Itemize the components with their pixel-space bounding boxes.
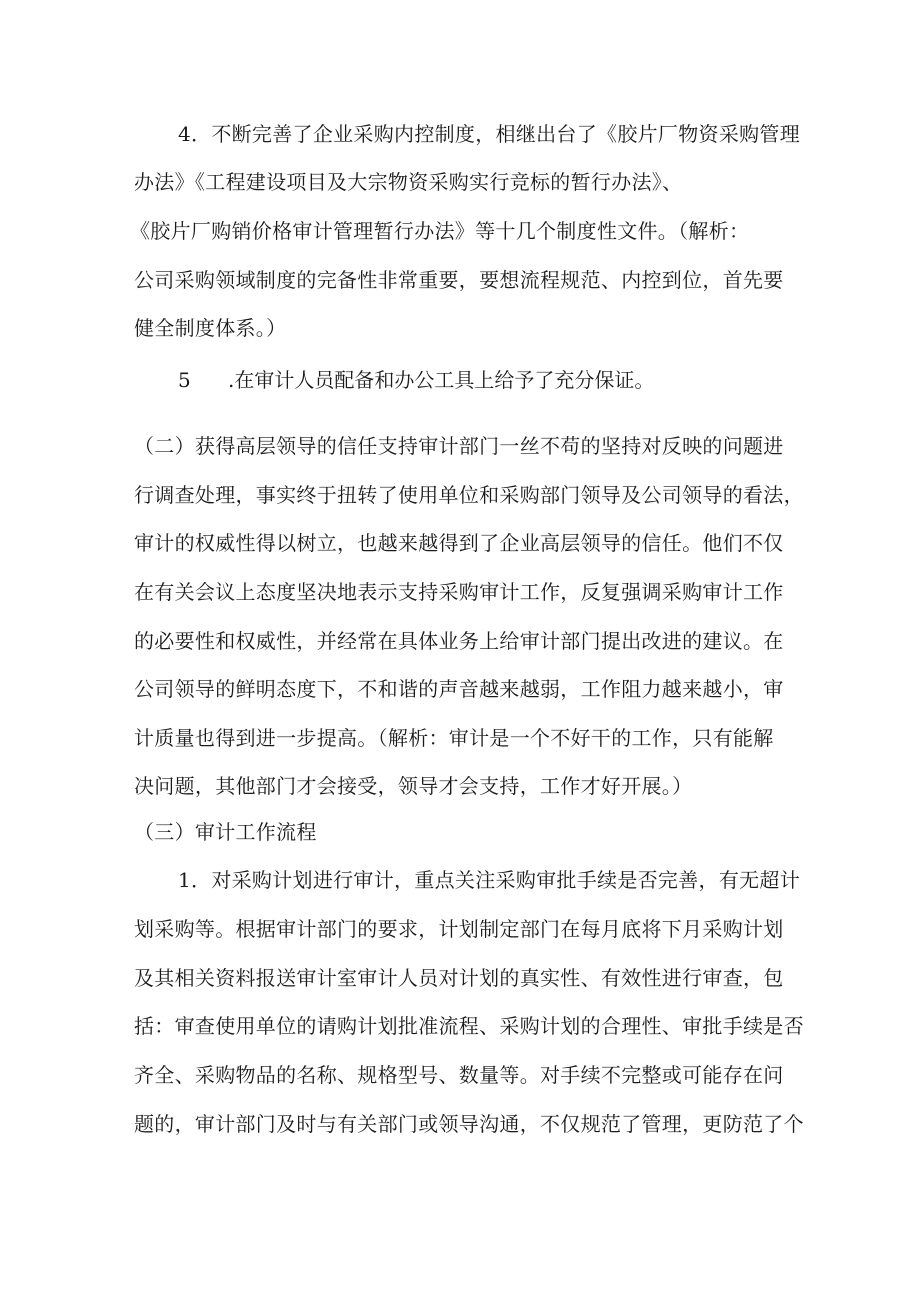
item4-line-1: 4．不断完善了企业采购内控制度，相继出台了《胶片厂物资采购管理	[178, 122, 801, 146]
item4-line-5: 健全制度体系。）	[134, 316, 287, 340]
item4-line-3: 《胶片厂购销价格审计管理暂行办法》等十几个制度性文件。（解析：	[130, 219, 750, 243]
item4-line-2: 办法》《工程建设项目及大宗物资采购实行竞标的暂行办法》、	[134, 170, 683, 194]
section3-item1-line-3: 及其相关资料报送审计室审计人员对计划的真实性、有效性进行审查，包	[134, 966, 784, 990]
section2-line-8: 决问题，其他部门才会接受，领导才会支持，工作才好开展。）	[134, 774, 693, 798]
section3-item1-line-2: 划采购等。根据审计部门的要求，计划制定部门在每月底将下月采购计划	[134, 917, 784, 941]
item5-text: .在审计人员配备和办公工具上给予了充分保证。	[228, 368, 655, 392]
section2-line-5: 的必要性和权威性，并经常在具体业务上给审计部门提出改进的建议。在	[134, 629, 784, 653]
section2-line-4: 在有关会议上态度坚决地表示支持采购审计工作，反复强调采购审计工作	[134, 580, 784, 604]
item4-line-4: 公司采购领域制度的完备性非常重要，要想流程规范、内控到位，首先要	[134, 268, 784, 292]
section2-line-7: 计质量也得到进一步提高。（解析：审计是一个不好干的工作，只有能解	[134, 726, 774, 750]
item5-number: 5	[178, 368, 191, 392]
section3-heading: （三）审计工作流程	[134, 820, 317, 844]
section3-item1-line-5: 齐全、采购物品的名称、规格型号、数量等。对手续不完整或可能存在问	[134, 1063, 784, 1087]
section3-item1-line-1: 1．对采购计划进行审计，重点关注采购审批手续是否完善，有无超计	[178, 868, 801, 892]
section2-line-2: 行调查处理，事实终于扭转了使用单位和采购部门领导及公司领导的看法，	[134, 483, 804, 507]
section3-item1-line-4: 括：审查使用单位的请购计划批准流程、采购计划的合理性、审批手续是否	[134, 1014, 804, 1038]
section2-line-3: 审计的权威性得以树立，也越来越得到了企业高层领导的信任。他们不仅	[134, 531, 784, 555]
section2-line-6: 公司领导的鲜明态度下，不和谐的声音越来越弱，工作阻力越来越小，审	[134, 677, 784, 701]
section2-line-1: （二）获得高层领导的信任支持审计部门一丝不苟的坚持对反映的问题进	[134, 434, 784, 458]
section3-item1-line-6: 题的，审计部门及时与有关部门或领导沟通，不仅规范了管理，更防范了个	[134, 1112, 804, 1136]
